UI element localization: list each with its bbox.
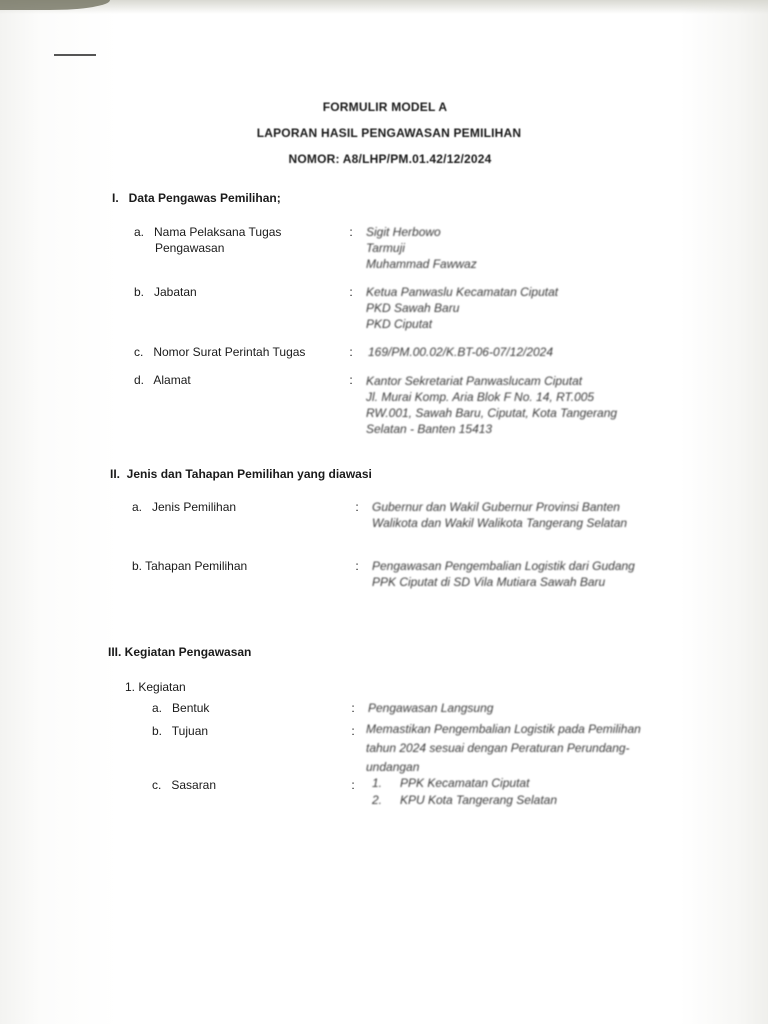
- value-line: Memastikan Pengembalian Logistik pada Pemilihan: [366, 722, 641, 736]
- label-pengawasan: Pengawasan: [155, 241, 225, 255]
- colon: :: [351, 701, 355, 715]
- value-line: RW.001, Sawah Baru, Ciputat, Kota Tangerang: [366, 406, 618, 420]
- document-header: [0, 94, 768, 172]
- section-1-title: I. Data Pengawas Pemilihan;: [112, 191, 281, 205]
- value-jabatan: [366, 284, 558, 332]
- label-nomor-surat: c. Nomor Surat Perintah Tugas: [134, 345, 306, 359]
- value-line: PKD Sawah Baru: [366, 301, 460, 315]
- label-tahapan-pemilihan: b. Tahapan Pemilihan: [132, 559, 248, 573]
- top-shadow: [0, 0, 768, 14]
- value-line: tahun 2024 sesuai dengan Peraturan Perundang-: [366, 741, 630, 755]
- label-sasaran: c. Sasaran: [152, 778, 217, 792]
- value-line: Selatan - Banten 15413: [366, 422, 493, 436]
- value-alamat: [366, 373, 676, 437]
- value-line: Jl. Murai Komp. Aria Blok F No. 14, RT.005: [366, 390, 595, 404]
- colon: :: [351, 724, 355, 738]
- label-jenis-pemilihan: a. Jenis Pemilihan: [132, 500, 237, 514]
- value-bentuk: Pengawasan Langsung: [368, 701, 494, 715]
- label-tujuan: b. Tujuan: [152, 724, 209, 738]
- value-line: undangan: [366, 760, 420, 774]
- value-line: PKD Ciputat: [366, 317, 433, 331]
- sasaran-item-1-num: 1.: [372, 776, 383, 790]
- value-line: Pengawasan Pengembalian Logistik dari Gudang: [372, 559, 635, 573]
- colon: :: [349, 373, 353, 387]
- form-title: FORMULIR MODEL A: [322, 100, 448, 114]
- subsection-kegiatan: 1. Kegiatan: [125, 680, 186, 694]
- value-tahapan-pemilihan: [372, 558, 692, 590]
- value-line: Tarmuji: [366, 241, 405, 255]
- sasaran-item-2-num: 2.: [372, 793, 383, 807]
- value-nama-pelaksana: [366, 224, 477, 272]
- section-2-title: II. Jenis dan Tahapan Pemilihan yang diawasi: [110, 467, 372, 481]
- label-bentuk: a. Bentuk: [152, 701, 210, 715]
- value-line: Walikota dan Wakil Walikota Tangerang Selatan: [372, 516, 628, 530]
- margin-mark: [54, 54, 96, 56]
- value-tujuan: [366, 720, 682, 777]
- value-nomor-surat: 169/PM.00.02/K.BT-06-07/12/2024: [368, 345, 554, 359]
- value-line: Sigit Herbowo: [366, 225, 441, 239]
- sasaran-item-1-text: PPK Kecamatan Ciputat: [400, 776, 530, 790]
- label-nama-pelaksana: a. Nama Pelaksana Tugas: [134, 225, 282, 239]
- report-title: LAPORAN HASIL PENGAWASAN PEMILIHAN: [256, 126, 522, 140]
- value-line: Gubernur dan Wakil Gubernur Provinsi Banten: [372, 500, 620, 514]
- colon: :: [349, 225, 353, 239]
- sasaran-item-2-text: KPU Kota Tangerang Selatan: [400, 793, 558, 807]
- value-line: Kantor Sekretariat Panwaslucam Ciputat: [366, 374, 583, 388]
- report-number: NOMOR: A8/LHP/PM.01.42/12/2024: [288, 152, 492, 166]
- value-line: PPK Ciputat di SD Vila Mutiara Sawah Baru: [372, 575, 606, 589]
- label-alamat: d. Alamat: [134, 373, 191, 387]
- value-jenis-pemilihan: [372, 499, 692, 531]
- value-line: Muhammad Fawwaz: [366, 257, 477, 271]
- section-3-title: III. Kegiatan Pengawasan: [108, 645, 252, 659]
- colon: :: [351, 778, 355, 792]
- label-jabatan: b. Jabatan: [134, 285, 197, 299]
- value-line: Ketua Panwaslu Kecamatan Ciputat: [366, 285, 559, 299]
- colon: :: [355, 500, 359, 514]
- colon: :: [355, 559, 359, 573]
- colon: :: [349, 345, 353, 359]
- colon: :: [349, 285, 353, 299]
